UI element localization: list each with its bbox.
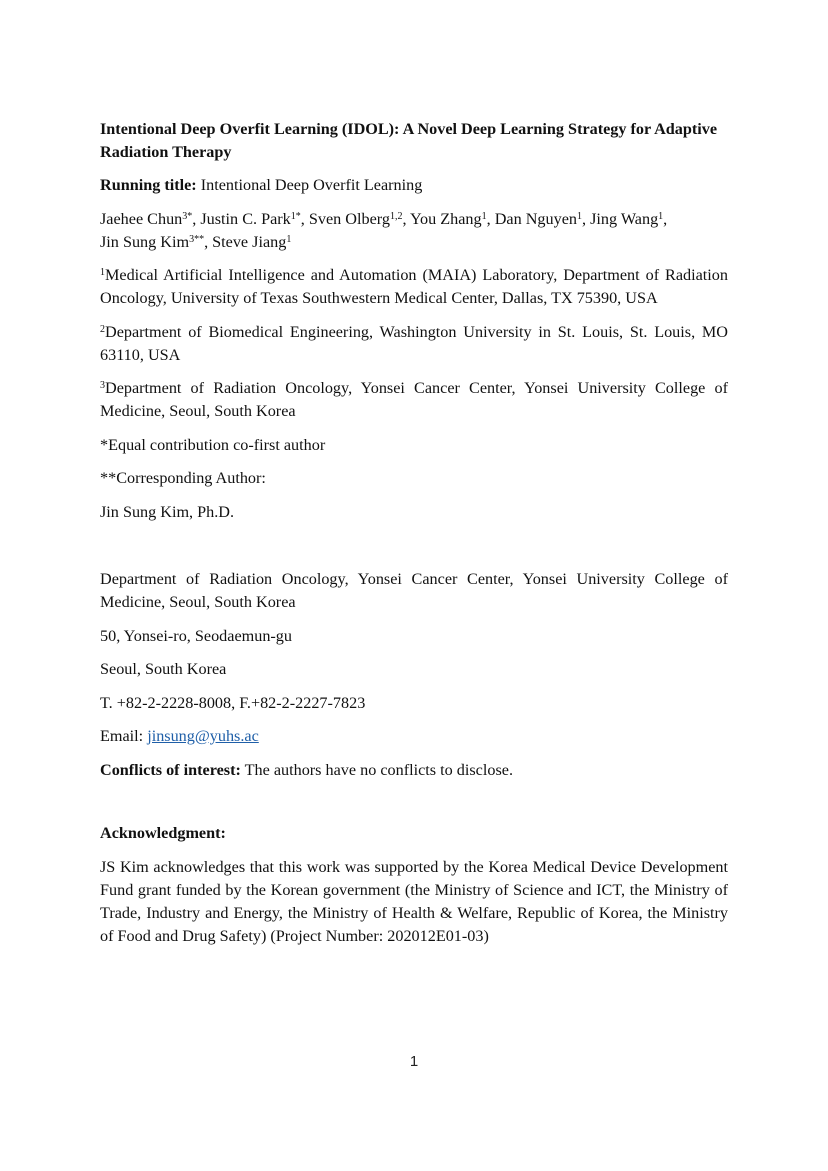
- address-phone-fax: T. +82-2-2228-8008, F.+82-2-2227-7823: [100, 693, 366, 712]
- paper-page: [100, 118, 728, 958]
- conflicts-label: Conflicts of interest:: [100, 760, 241, 779]
- author: Jin Sung Kim$^{3**}$,: [100, 232, 213, 251]
- address-city: Seoul, South Korea: [100, 660, 227, 678]
- spacer: [100, 534, 728, 568]
- equal-contribution-note: *Equal contribution co-first author: [100, 435, 326, 454]
- corresponding-author-name: Jin Sung Kim, Ph.D.: [100, 502, 235, 521]
- conflicts-text: The authors have no conflicts to disclose.: [240, 760, 513, 779]
- paper-title: Intentional Deep Overfit Learning (IDOL): A Novel Deep Learning Strategy for Adaptive Radiation Therapy: [100, 120, 718, 161]
- conflicts-statement: [100, 759, 728, 782]
- running-title-label: Running title:: [100, 176, 197, 194]
- affiliation-3: $^3$Department of Radiation Oncology, Yonsei Cancer Center, Yonsei University College of Medicine, Seoul, South Korea: [100, 379, 728, 420]
- author: Jing Wang$^1$,: [590, 209, 668, 228]
- address-street: 50, Yonsei-ro, Seodaemun-gu: [100, 626, 292, 645]
- acknowledgment-heading: Acknowledgment:: [100, 824, 226, 842]
- address-department: Department of Radiation Oncology, Yonsei Cancer Center, Yonsei University College of Medicine, Seoul, South Korea: [100, 570, 728, 611]
- page-number: 1: [409, 1053, 419, 1070]
- author: Sven Olberg$^{1,2}$,: [308, 209, 410, 228]
- running-title: [100, 174, 728, 197]
- running-title-value: Intentional Deep Overfit Learning: [196, 176, 423, 194]
- spacer: [100, 792, 728, 822]
- author-list: [100, 208, 728, 254]
- affiliation-2: $^2$Department of Biomedical Engineering, Washington University in St. Louis, St. Louis, MO 63110, USA: [100, 322, 728, 364]
- author: Steve Jiang$^1$: [212, 232, 292, 251]
- email-label: Email:: [100, 727, 148, 745]
- author: Dan Nguyen$^1$,: [494, 209, 591, 228]
- author: Jaehee Chun$^{3*}$,: [100, 209, 201, 228]
- author: You Zhang$^1$,: [409, 209, 495, 228]
- acknowledgment-text: JS Kim acknowledges that this work was supported by the Korea Medical Device Development Fund grant funded by the Korean government (the Ministry of Science and ICT, the Ministry of Trade, Industry and Energy, the Ministry of Health & Welfare, Republic of Korea, the Ministry of Food and Drug Safety) (Project Number: 202012E01-03): [100, 857, 728, 945]
- email-link[interactable]: jinsung@yuhs.ac: [147, 727, 259, 745]
- corresponding-author-label: **Corresponding Author:: [100, 469, 266, 487]
- author: Justin C. Park$^{1*}$,: [200, 209, 309, 228]
- address-email: [100, 725, 728, 748]
- affiliation-1: $^1$Medical Artificial Intelligence and Automation (MAIA) Laboratory, Department of Radiation Oncology, University of Texas Southwestern Medical Center, Dallas, TX 75390, USA: [100, 266, 728, 307]
